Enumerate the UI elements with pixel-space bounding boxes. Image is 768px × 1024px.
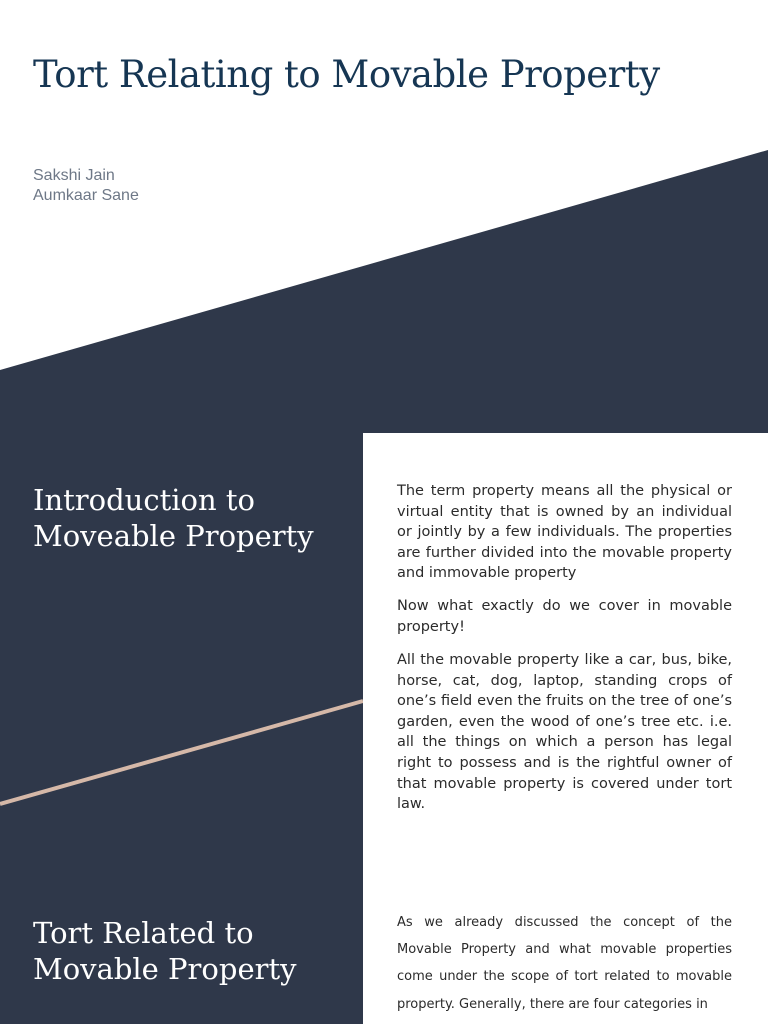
author-list: [33, 166, 139, 206]
document-title: Tort Relating to Movable Property: [33, 53, 660, 96]
heading-line: Movable Property: [33, 952, 297, 986]
tort-body: [397, 909, 732, 1018]
section-heading-introduction: [33, 482, 314, 554]
heading-line: Moveable Property: [33, 519, 314, 553]
author-name: Aumkaar Sane: [33, 187, 139, 204]
introduction-body: [397, 481, 732, 827]
author-name: Sakshi Jain: [33, 167, 115, 184]
heading-line: Introduction to: [33, 483, 255, 517]
section-heading-tort: [33, 915, 297, 987]
paragraph: The term property means all the physical or virtual entity that is owned by an individual or jointly by a few individuals. The properties are further divided into the movable property and immovable property: [397, 483, 732, 582]
paragraph: As we already discussed the concept of the Movable Property and what movable properties come under the scope of tort related to movable property. Generally, there are four categories in: [397, 915, 732, 1012]
paragraph: Now what exactly do we cover in movable property!: [397, 598, 732, 635]
paragraph: All the movable property like a car, bus, bike, horse, cat, dog, laptop, standing crops of one’s field even the fruits on the tree of one’s garden, even the wood of one’s tree etc. i.e. all the things on which a person has legal right to possess and is the rightful owner of that movable property is covered under tort law.: [397, 651, 732, 813]
heading-line: Tort Related to: [33, 916, 254, 950]
